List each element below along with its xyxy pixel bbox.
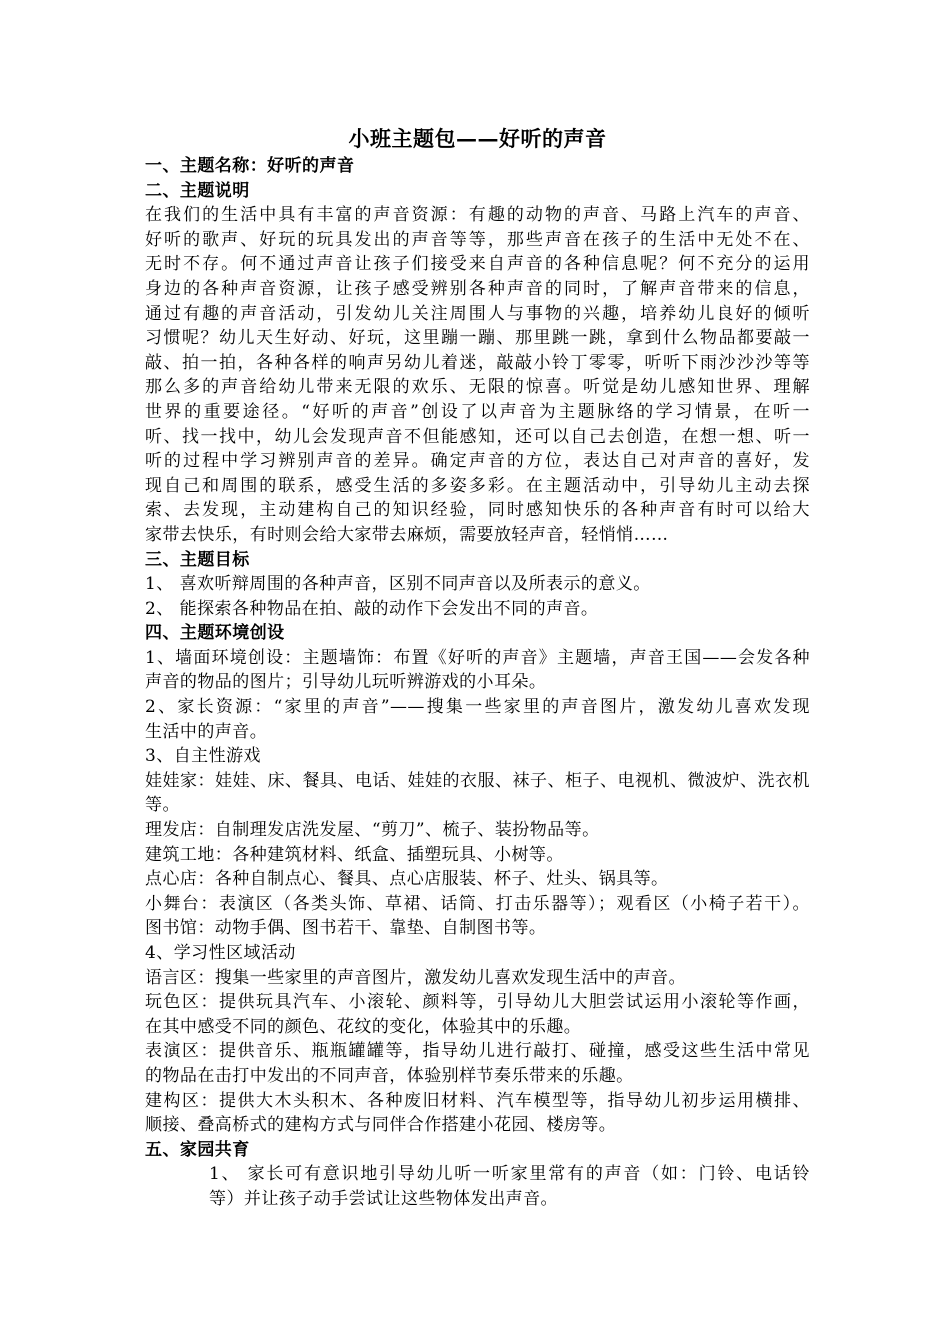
paragraph-line: 身边的各种声音资源，让孩子感受辨别各种声音的同时，了解声音带来的信息， xyxy=(145,278,810,299)
paragraph-line: 家带去快乐，有时则会给大家带去麻烦，需要放轻声音，轻悄悄…… xyxy=(145,524,669,545)
section-heading: 二、主题说明 xyxy=(145,180,250,201)
document-title: 小班主题包——好听的声音 xyxy=(348,126,607,151)
paragraph-line: 点心店：各种自制点心、餐具、点心店服装、杯子、灶头、锅具等。 xyxy=(145,869,669,890)
paragraph-line: 顺接、叠高桥式的建构方式与同伴合作搭建小花园、楼房等。 xyxy=(145,1115,617,1136)
section-heading: 五、家园共育 xyxy=(145,1139,250,1160)
section-heading: 四、主题环境创设 xyxy=(145,623,285,644)
paragraph-line: 生活中的声音。 xyxy=(145,721,268,742)
paragraph-line: 理发店：自制理发店洗发屋、“剪刀”、梳子、装扮物品等。 xyxy=(145,820,600,841)
paragraph-line: 好听的歌声、好玩的玩具发出的声音等等，那些声音在孩子的生活中无处不在、 xyxy=(145,229,810,250)
document-page xyxy=(145,124,810,1212)
paragraph-line: 声音的物品的图片；引导幼儿玩听辨游戏的小耳朵。 xyxy=(145,672,547,693)
paragraph-line: 听、找一找中，幼儿会发现声音不但能感知，还可以自己去创造，在想一想、听一 xyxy=(145,426,810,447)
paragraph-line: 1、墙面环境创设：主题墙饰：布置《好听的声音》主题墙，声音王国——会发各种 xyxy=(145,647,810,668)
paragraph-line: 在其中感受不同的颜色、花纹的变化，体验其中的乐趣。 xyxy=(145,1016,582,1037)
paragraph-line: 娃娃家：娃娃、床、餐具、电话、娃娃的衣服、袜子、柜子、电视机、微波炉、洗衣机 xyxy=(145,770,810,791)
paragraph-line: 的物品在击打中发出的不同声音，体验别样节奏乐带来的乐趣。 xyxy=(145,1065,634,1086)
paragraph-line: 听的过程中学习辨别声音的差异。确定声音的方位，表达自己对声音的喜好，发 xyxy=(145,451,810,472)
paragraph-line: 等。 xyxy=(145,795,180,816)
paragraph-line: 2、 能探索各种物品在拍、敲的动作下会发出不同的声音。 xyxy=(145,598,599,619)
section-heading: 三、主题目标 xyxy=(145,549,250,570)
paragraph-line: 4、学习性区域活动 xyxy=(145,943,296,963)
paragraph-line: 习惯呢？幼儿天生好动、好玩，这里蹦一蹦、那里跳一跳，拿到什么物品都要敲一 xyxy=(145,328,810,349)
paragraph-line: 世界的重要途径。“好听的声音”创设了以声音为主题脉络的学习情景，在听一 xyxy=(145,401,810,422)
paragraph-line: 通过有趣的声音活动，引发幼儿关注周围人与事物的兴趣，培养幼儿良好的倾听 xyxy=(145,303,810,324)
paragraph-line: 1、 家长可有意识地引导幼儿听一听家里常有的声音（如：门铃、电话铃 xyxy=(209,1164,810,1185)
paragraph-line: 1、 喜欢听辩周围的各种声音，区别不同声音以及所表示的意义。 xyxy=(145,574,651,595)
paragraph-line: 索、去发现，主动建构自己的知识经验，同时感知快乐的各种声音有时可以给大 xyxy=(145,500,810,521)
paragraph-line: 那么多的声音给幼儿带来无限的欢乐、无限的惊喜。听觉是幼儿感知世界、理解 xyxy=(145,377,810,398)
paragraph-line: 语言区：搜集一些家里的声音图片，激发幼儿喜欢发现生活中的声音。 xyxy=(145,967,686,988)
paragraph-line: 表演区：提供音乐、瓶瓶罐罐等，指导幼儿进行敲打、碰撞，感受这些生活中常见 xyxy=(145,1041,810,1062)
paragraph-line: 小舞台：表演区（各类头饰、草裙、话筒、打击乐器等）；观看区（小椅子若干）。 xyxy=(145,893,810,914)
section-heading: 一、主题名称：好听的声音 xyxy=(145,156,355,176)
paragraph-line: 2、家长资源：“家里的声音”——搜集一些家里的声音图片，激发幼儿喜欢发现 xyxy=(145,697,810,718)
paragraph-line: 现自己和周围的联系，感受生活的多姿多彩。在主题活动中，引导幼儿主动去探 xyxy=(145,475,810,496)
paragraph-line: 无时不存。何不通过声音让孩子们接受来自声音的各种信息呢？何不充分的运用 xyxy=(145,254,810,275)
paragraph-line: 等）并让孩子动手尝试让这些物体发出声音。 xyxy=(209,1188,558,1209)
paragraph-line: 建筑工地：各种建筑材料、纸盒、插塑玩具、小树等。 xyxy=(145,844,564,865)
paragraph-line: 3、自主性游戏 xyxy=(145,746,261,767)
document-body xyxy=(145,154,810,1212)
paragraph-line: 在我们的生活中具有丰富的声音资源：有趣的动物的声音、马路上汽车的声音、 xyxy=(145,205,810,226)
paragraph-line: 敲、拍一拍，各种各样的响声另幼儿着迷，敲敲小铃丁零零，听听下雨沙沙沙等等 xyxy=(145,352,810,373)
paragraph-line: 图书馆：动物手偶、图书若干、靠垫、自制图书等。 xyxy=(145,918,547,939)
paragraph-line: 建构区：提供大木头积木、各种废旧材料、汽车模型等，指导幼儿初步运用横排、 xyxy=(145,1090,810,1111)
paragraph-line: 玩色区：提供玩具汽车、小滚轮、颜料等，引导幼儿大胆尝试运用小滚轮等作画， xyxy=(145,992,810,1013)
